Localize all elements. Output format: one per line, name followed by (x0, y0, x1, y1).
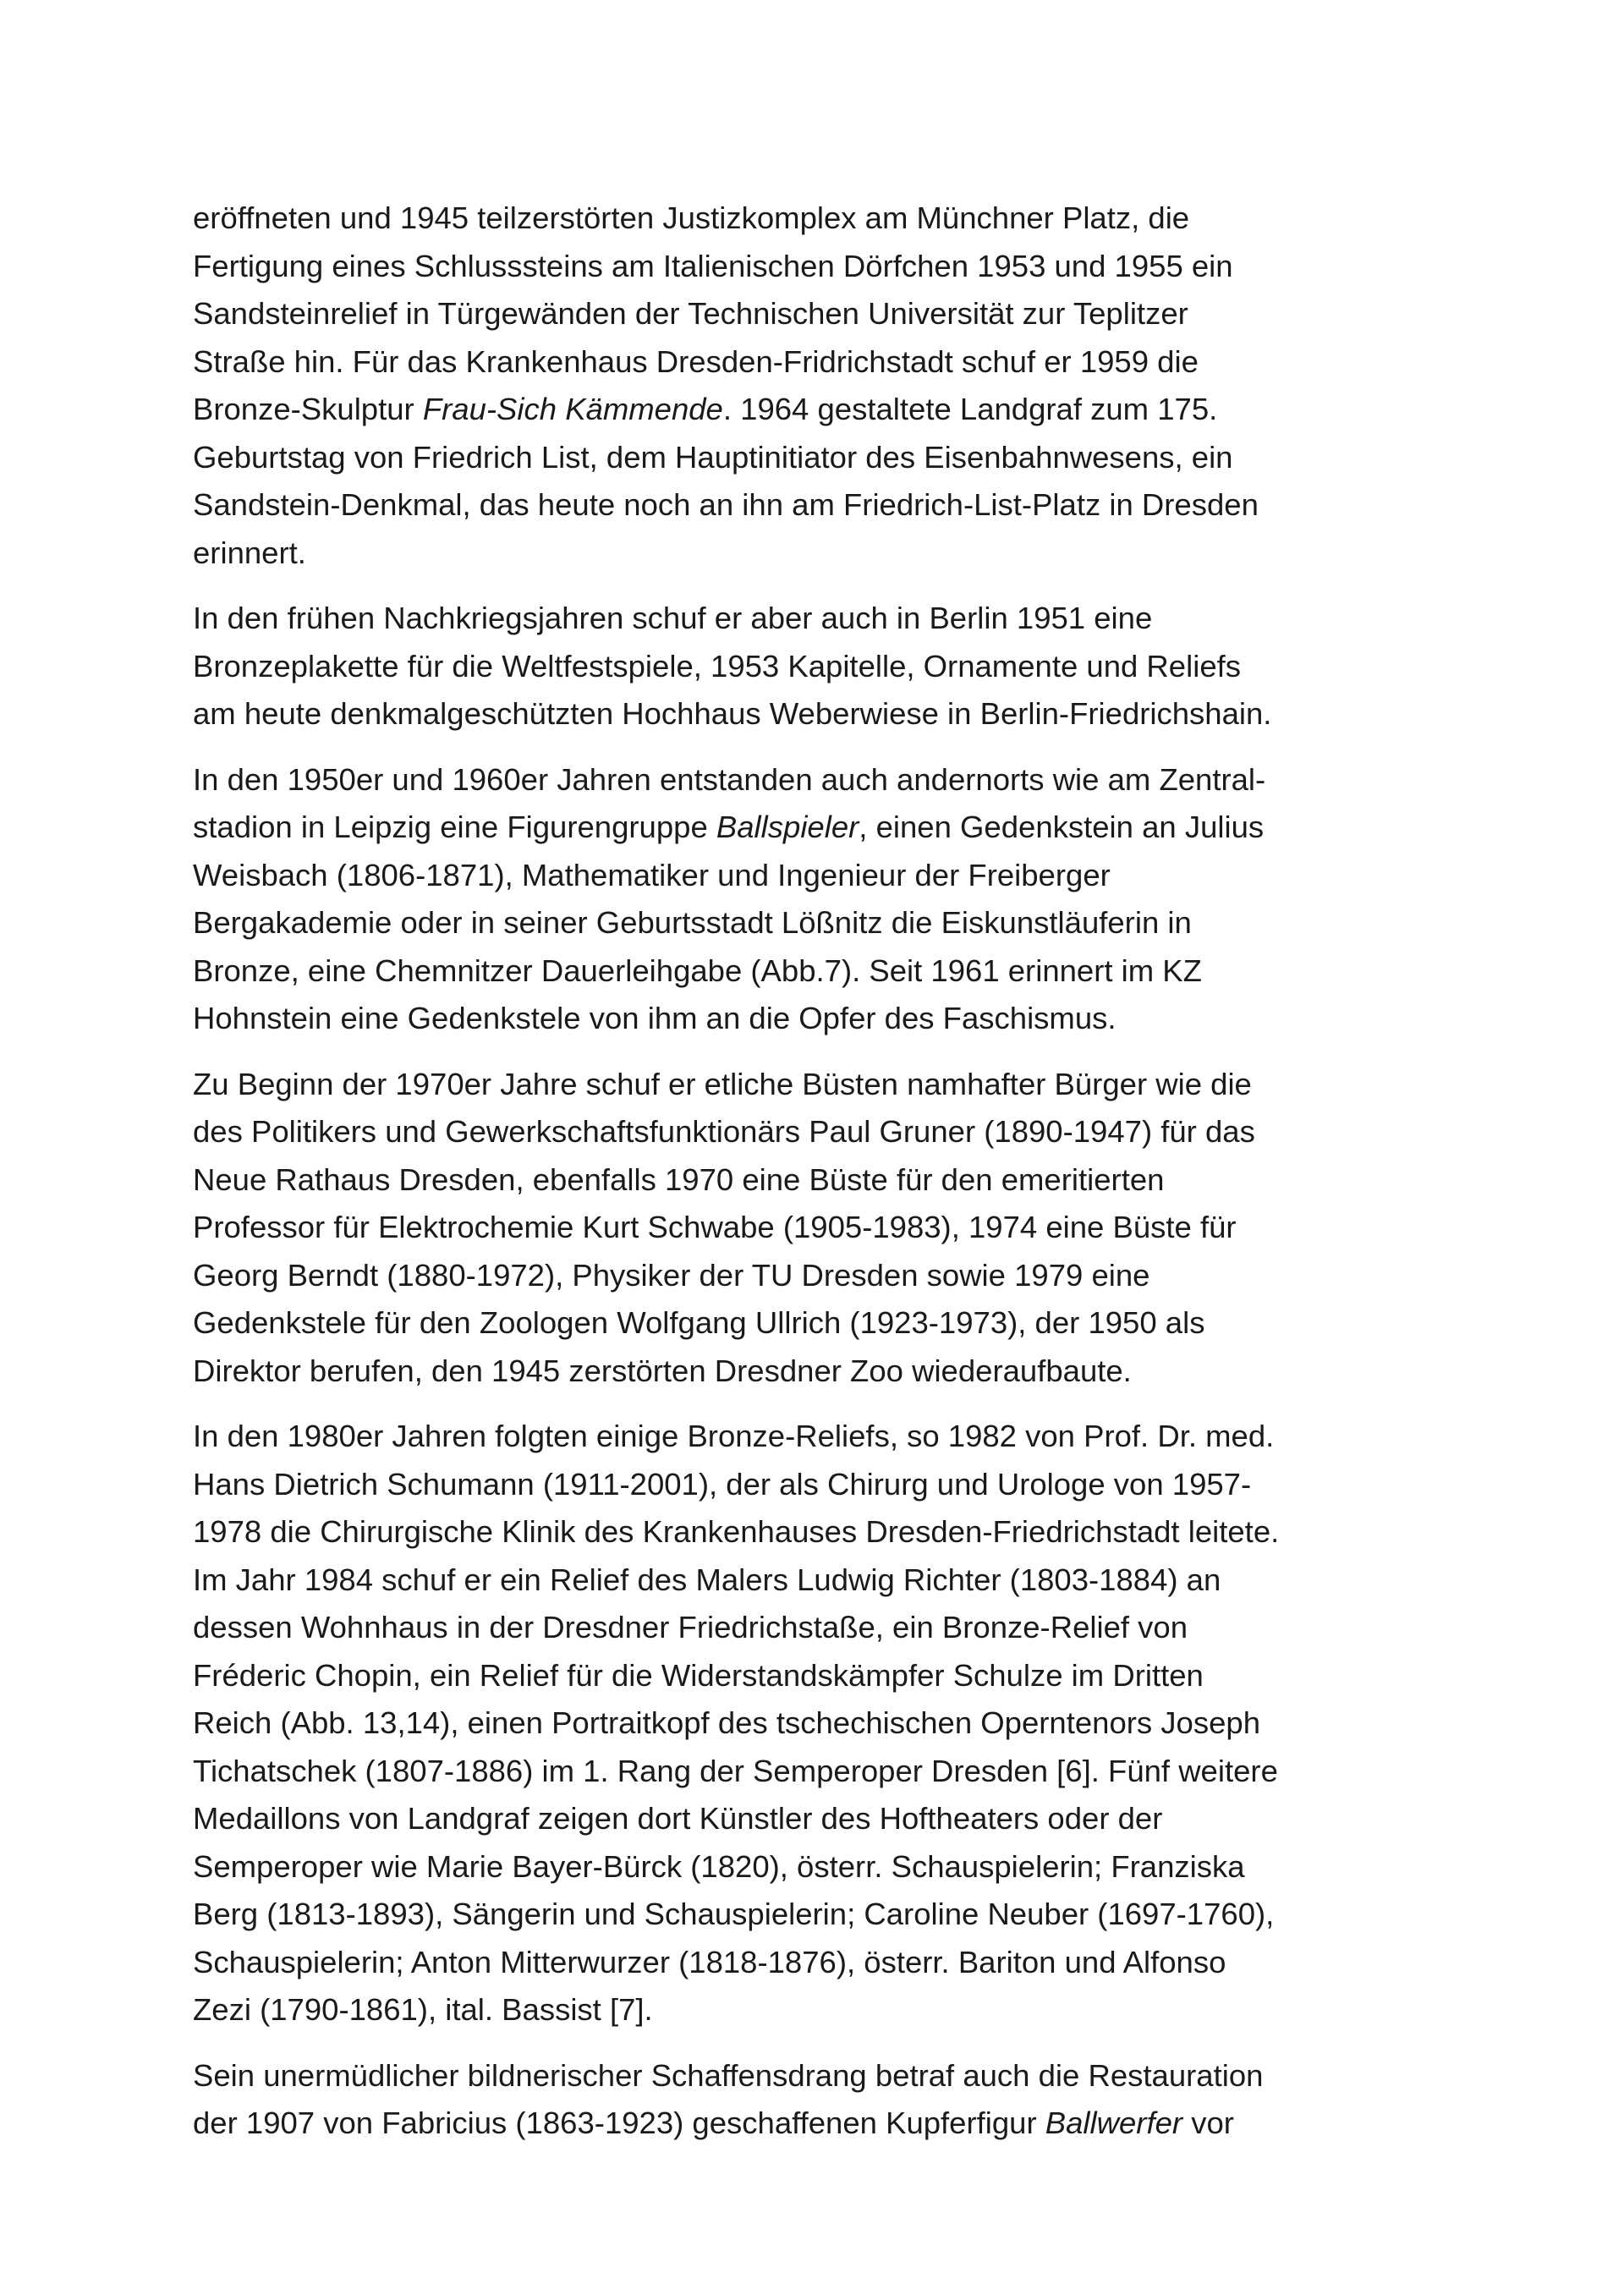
text-line (193, 1748, 1440, 1796)
text-segment: In den frühen Nachkriegsjahren schuf er aber auch in Berlin 1951 eine (193, 601, 1153, 635)
paragraph (193, 1061, 1440, 1396)
text-segment: Medaillons von Landgraf zeigen dort Künstler des Hoftheaters oder der (193, 1801, 1163, 1836)
text-line (193, 1413, 1440, 1461)
text-segment: Neue Rathaus Dresden, ebenfalls 1970 eine Büste für den emeritierten (193, 1161, 1165, 1197)
text-line (193, 595, 1440, 643)
text-line (193, 1557, 1440, 1605)
text-line (193, 1843, 1440, 1891)
text-line (193, 243, 1440, 291)
text-segment: Berg (1813-1893), Sängerin und Schauspielerin; Caroline Neuber (1697-1760), (193, 1897, 1275, 1931)
text-segment: stadion in Leipzig eine Figurengruppe (193, 810, 716, 844)
text-segment: In den 1950er und 1960er Jahren entstanden auch andernorts wie am Zentral- (193, 761, 1266, 797)
text-segment: dessen Wohnhaus in der Dresdner Friedrichstaße, ein Bronze-Relief von (193, 1610, 1188, 1644)
text-segment: am heute denkmalgeschützten Hochhaus Weberwiese in Berlin-Friedrichshain. (193, 696, 1272, 731)
text-segment: Professor für Elektrochemie Kurt Schwabe (1905-1983), 1974 eine Büste für (193, 1210, 1237, 1244)
paragraph (193, 756, 1440, 1043)
text-line (193, 338, 1440, 387)
text-segment: Bronze, eine Chemnitzer Dauerleihgabe (Abb.7). Seit 1961 erinnert im KZ (193, 953, 1202, 988)
text-segment: 1978 die Chirurgische Klinik des Krankenhauses Dresden-Friedrichstadt leitete. (193, 1514, 1280, 1549)
italic-title: Ballwerfer (1045, 2106, 1183, 2140)
text-line (193, 530, 1440, 578)
text-line (193, 1795, 1440, 1843)
text-segment: Im Jahr 1984 schuf er ein Relief des Malers Ludwig Richter (1803-1884) an (193, 1562, 1221, 1597)
text-line (193, 1891, 1440, 1939)
text-line (193, 1604, 1440, 1652)
italic-title: Frau-Sich Kämmende (422, 392, 723, 426)
text-segment: Straße hin. Für das Krankenhaus Dresden-Fridrichstadt schuf er 1959 die (193, 343, 1199, 379)
text-segment: In den 1980er Jahren folgten einige Bronze-Reliefs, so 1982 von Prof. Dr. med. (193, 1419, 1275, 1453)
text-segment: eröffneten und 1945 teilzerstörten Justizkomplex am Münchner Platz, die (193, 200, 1190, 235)
text-line (193, 2100, 1440, 2148)
text-segment: Bronzeplakette für die Weltfestspiele, 1953 Kapitelle, Ornamente und Reliefs (193, 648, 1242, 684)
text-line (193, 899, 1440, 947)
text-line (193, 290, 1440, 338)
paragraph (193, 595, 1440, 738)
text-segment: Sandstein-Denkmal, das heute noch an ihn am Friedrich-List-Platz in Dresden (193, 487, 1259, 522)
text-segment: Reich (Abb. 13,14), einen Portraitkopf des tschechischen Operntenors Joseph (193, 1705, 1260, 1740)
text-line (193, 434, 1440, 482)
text-segment: Semperoper wie Marie Bayer-Bürck (1820), österr. Schauspielerin; Franziska (193, 1848, 1245, 1884)
text-line (193, 1108, 1440, 1156)
text-line (193, 995, 1440, 1043)
text-segment: Fréderic Chopin, ein Relief für die Widerstandskämpfer Schulze im Dritten (193, 1657, 1204, 1693)
text-segment: Hohnstein eine Gedenkstele von ihm an die Opfer des Faschismus. (193, 1001, 1116, 1035)
text-line (193, 1299, 1440, 1348)
text-line (193, 1204, 1440, 1252)
text-segment: , einen Gedenkstein an Julius (859, 810, 1265, 844)
text-line (193, 756, 1440, 804)
paragraph (193, 1413, 1440, 2034)
text-line (193, 1939, 1440, 1987)
text-line (193, 690, 1440, 738)
text-line (193, 481, 1440, 530)
text-segment: Bronze-Skulptur (193, 392, 423, 426)
text-line (193, 386, 1440, 434)
text-line (193, 1461, 1440, 1509)
text-segment: Weisbach (1806-1871), Mathematiker und Ingenieur der Freiberger (193, 857, 1111, 892)
text-line (193, 643, 1440, 691)
text-segment: der 1907 von Fabricius (1863-1923) geschaffenen Kupferfigur (193, 2106, 1045, 2140)
text-segment: Gedenkstele für den Zoologen Wolfgang Ullrich (1923-1973), der 1950 als (193, 1305, 1205, 1340)
text-segment: erinnert. (193, 535, 306, 570)
text-line (193, 852, 1440, 900)
text-line (193, 1348, 1440, 1396)
text-segment: vor (1182, 2106, 1234, 2140)
text-line (193, 1699, 1440, 1748)
paragraph (193, 2052, 1440, 2148)
text-segment: Zezi (1790-1861), ital. Bassist [7]. (193, 1992, 653, 2027)
text-segment: Direktor berufen, den 1945 zerstörten Dresdner Zoo wiederaufbaute. (193, 1353, 1132, 1388)
text-segment: Bergakademie oder in seiner Geburtsstadt Lößnitz die Eiskunstläuferin in (193, 905, 1192, 940)
text-line (193, 804, 1440, 852)
text-line (193, 2052, 1440, 2100)
text-line (193, 1252, 1440, 1300)
text-segment: Geburtstag von Friedrich List, dem Hauptinitiator des Eisenbahnwesens, ein (193, 439, 1233, 475)
text-line (193, 1156, 1440, 1205)
paragraph (193, 195, 1440, 577)
text-segment: Schauspielerin; Anton Mitterwurzer (1818-1876), österr. Bariton und Alfonso (193, 1944, 1226, 1979)
text-segment: Fertigung eines Schlusssteins am Italienischen Dörfchen 1953 und 1955 ein (193, 248, 1233, 283)
text-segment: Sandsteinrelief in Türgewänden der Technischen Universität zur Teplitzer (193, 296, 1188, 331)
text-line (193, 1508, 1440, 1557)
text-segment: Tichatschek (1807-1886) im 1. Rang der Semperoper Dresden [6]. Fünf weitere (193, 1753, 1278, 1788)
text-segment: Zu Beginn der 1970er Jahre schuf er etliche Büsten namhafter Bürger wie die (193, 1066, 1252, 1101)
text-line (193, 195, 1440, 243)
text-segment: Georg Berndt (1880-1972), Physiker der TU Dresden sowie 1979 eine (193, 1257, 1150, 1293)
text-segment: Hans Dietrich Schumann (1911-2001), der als Chirurg und Urologe von 1957- (193, 1466, 1252, 1502)
text-line (193, 947, 1440, 996)
text-segment: . 1964 gestaltete Landgraf zum 175. (722, 392, 1218, 426)
text-segment: des Politikers und Gewerkschaftsfunktionärs Paul Gruner (1890-1947) für das (193, 1114, 1255, 1149)
text-line (193, 1061, 1440, 1109)
text-segment: Sein unermüdlicher bildnerischer Schaffensdrang betraf auch die Restauration (193, 2057, 1264, 2093)
document-text-body (193, 195, 1440, 2166)
text-line (193, 1652, 1440, 1700)
italic-title: Ballspieler (716, 810, 859, 844)
text-line (193, 1986, 1440, 2034)
